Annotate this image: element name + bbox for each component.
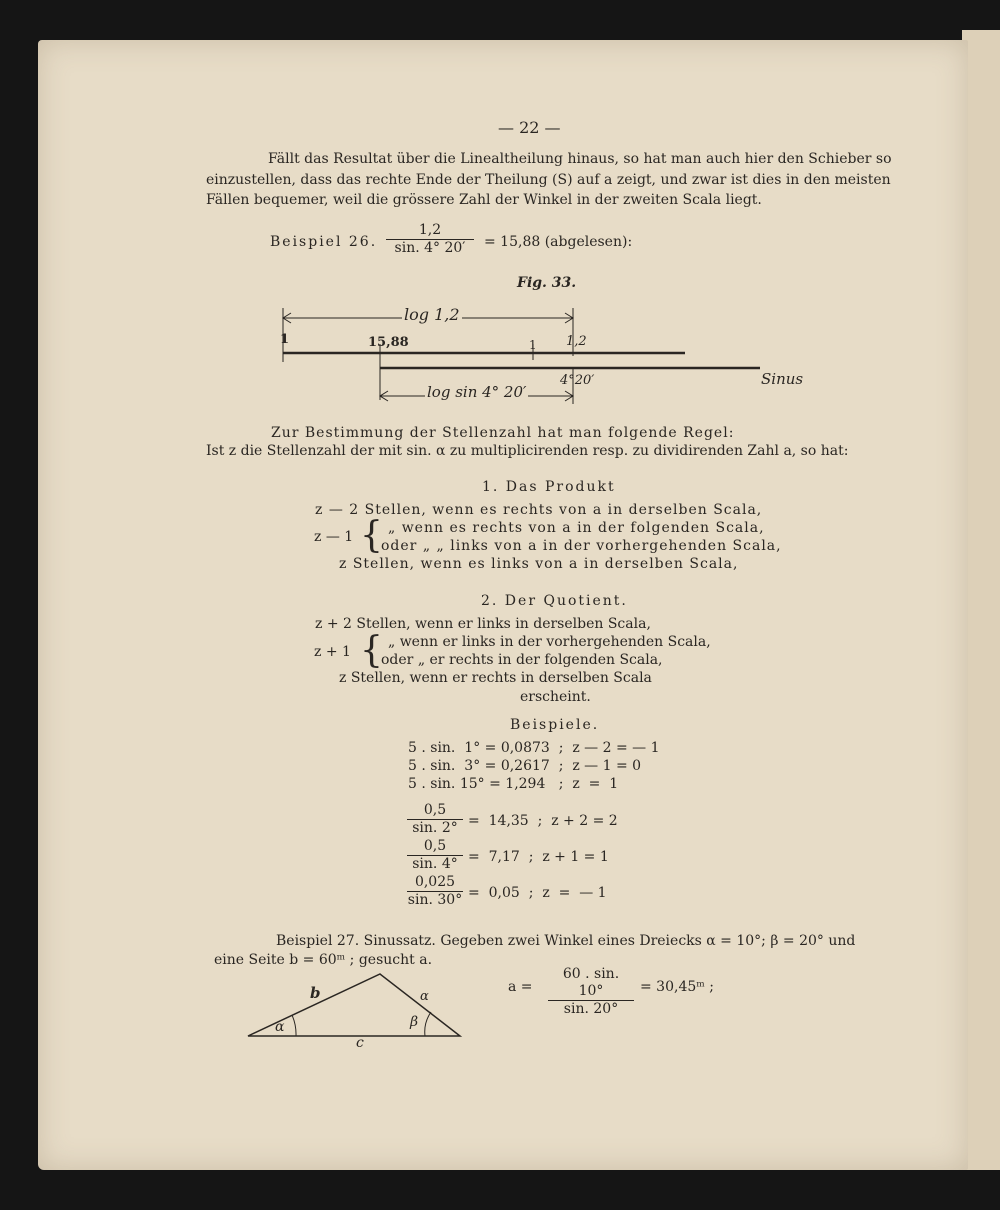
intro-line-1: Fällt das Resultat über die Linealtheilung hinaus, so hat man auch hier den Schieber so (268, 151, 892, 167)
rule-line: Ist z die Stellenzahl der mit sin. α zu multiplicirenden resp. zu dividirenden Zahl a, so hat: (206, 443, 849, 459)
figure-log-label: log 1,2 (404, 305, 460, 324)
example-fraction-den: sin. 2° (412, 820, 458, 836)
example26-numerator: 1,2 (386, 222, 474, 240)
triangle-alpha-label: α (275, 1019, 285, 1035)
example27-line1: Beispiel 27. Sinussatz. Gegeben zwei Winkel eines Dreiecks α = 10°; β = 20° und (276, 933, 856, 949)
example-sin-row: 5 . sin. 1° = 0,0873 ; z — 2 = — 1 (408, 740, 660, 756)
quotient-row-5: erscheint. (520, 689, 591, 705)
triangle-c-label: c (356, 1035, 364, 1051)
triangle-b-label: b (310, 984, 321, 1002)
figure-tick-1: 1 (280, 332, 290, 347)
example-fraction-rest: = 14,35 ; z + 2 = 2 (468, 813, 618, 829)
example27-formula-den: sin. 20° (563, 1001, 619, 1017)
example-fraction-rest: = 7,17 ; z + 1 = 1 (468, 849, 609, 865)
figure-angle: 4°20′ (560, 373, 595, 388)
figure-logsin-label: log sin 4° 20′ (427, 383, 527, 401)
example-fraction-num: 0,5 (407, 838, 463, 856)
product-row-4: z Stellen, wenn es links von a in derselben Scala, (339, 556, 739, 572)
triangle-beta-label: β (410, 1014, 419, 1030)
product-title: 1. Das Produkt (482, 479, 616, 495)
example26-result: = 15,88 (abgelesen): (484, 234, 633, 250)
example-fraction-num: 0,025 (407, 874, 463, 892)
example27-formula-rhs: = 30,45ᵐ ; (640, 979, 715, 995)
page-number: — 22 — (498, 118, 561, 137)
intro-line-3: Fällen bequemer, weil die grössere Zahl der Winkel in der zweiten Scala liegt. (206, 192, 762, 208)
figure-tick-15-88: 15,88 (368, 335, 409, 350)
figure-tick-1b: 1 (529, 338, 537, 352)
example-fraction-den: sin. 4° (412, 856, 458, 872)
triangle-a-label: α (420, 989, 429, 1004)
example-fraction-rest: = 0,05 ; z = — 1 (468, 885, 607, 901)
product-brace-label: z — 1 (314, 529, 354, 545)
example-sin-row: 5 . sin. 15° = 1,294 ; z = 1 (408, 776, 619, 792)
figure-sine-label: Sinus (761, 370, 804, 388)
product-brace: { (360, 515, 383, 556)
intro-line-2: einzustellen, dass das rechte Ende der Theilung (S) auf a zeigt, und zwar ist dies in den meisten (206, 172, 891, 188)
example27-formula-lhs: a = (508, 979, 533, 995)
example-fraction-num: 0,5 (407, 802, 463, 820)
example26-label: Beispiel 26. (270, 234, 378, 250)
product-row-2: „ wenn es rechts von a in der folgenden Scala, (388, 520, 765, 536)
quotient-brace-label: z + 1 (314, 644, 351, 660)
quotient-row-2: „ wenn er links in der vorhergehenden Scala, (388, 634, 711, 650)
figure-caption: Fig. 33. (517, 275, 577, 291)
quotient-row-1: z + 2 Stellen, wenn er links in derselben Scala, (315, 616, 651, 632)
quotient-brace: { (360, 630, 383, 671)
rule-heading: Zur Bestimmung der Stellenzahl hat man folgende Regel: (271, 425, 735, 441)
product-row-1: z — 2 Stellen, wenn es rechts von a in derselben Scala, (315, 502, 763, 518)
example27-line2: eine Seite b = 60ᵐ ; gesucht a. (214, 952, 433, 968)
quotient-row-4: z Stellen, wenn er rechts in derselben Scala (339, 670, 652, 686)
examples-title: Beispiele. (510, 717, 600, 733)
quotient-row-3: oder „ er rechts in der folgenden Scala, (381, 652, 663, 668)
example-fraction-den: sin. 30° (407, 892, 463, 908)
example27-formula-num: 60 . sin. 10° (548, 966, 634, 1001)
product-row-3: oder „ „ links von a in der vorhergehenden Scala, (381, 538, 782, 554)
example-sin-row: 5 . sin. 3° = 0,2617 ; z — 1 = 0 (408, 758, 642, 774)
quotient-title: 2. Der Quotient. (481, 593, 628, 609)
figure-tick-1-2: 1,2 (566, 334, 587, 349)
example26-denominator: sin. 4° 20′ (394, 240, 466, 256)
